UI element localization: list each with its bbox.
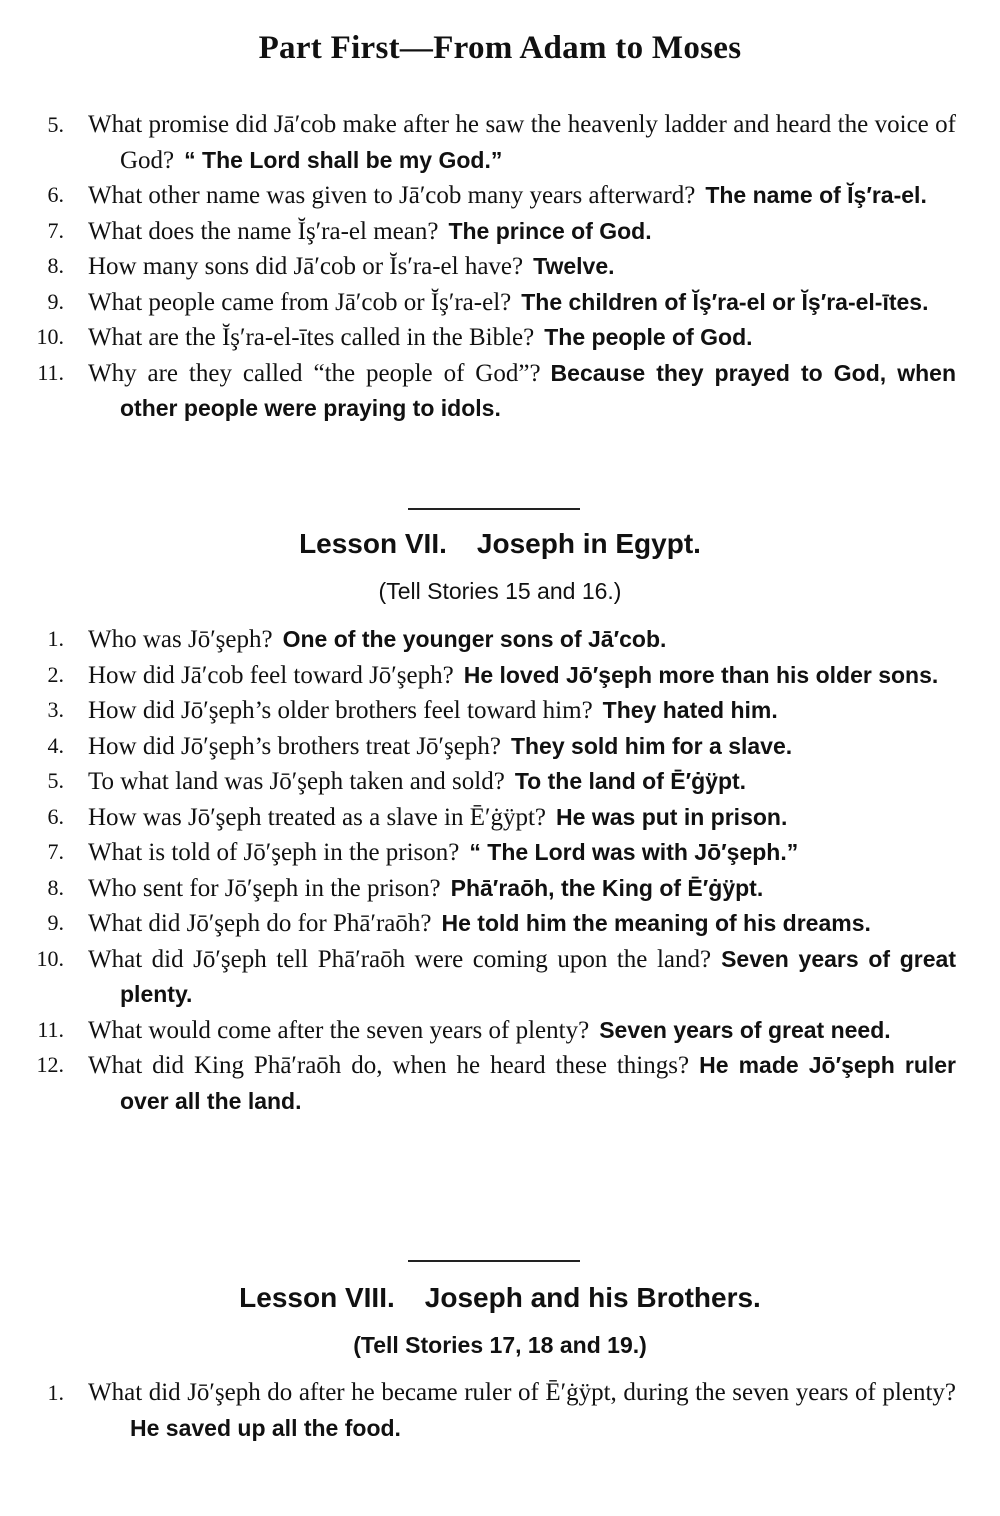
question-number: 7. xyxy=(47,839,64,864)
question-text: What did Jō′şeph do after he became ruler of Ē′ġÿpt, during the seven years of plenty? xyxy=(88,1379,956,1406)
question-text: To what land was Jō′şeph taken and sold? xyxy=(88,768,505,795)
section-divider xyxy=(408,1260,580,1262)
qa-item xyxy=(0,729,1000,765)
qa-item xyxy=(0,1048,1000,1119)
question-number: 6. xyxy=(47,182,64,207)
question-number: 10. xyxy=(36,324,64,349)
answer-text: To the land of Ē′ġÿpt. xyxy=(514,768,747,794)
question-text: How did Jō′şeph’s older brothers feel toward him? xyxy=(88,697,593,724)
answer-text: He made Jō′şeph ruler over all the land. xyxy=(120,1052,957,1114)
answer-text: Seven years of great need. xyxy=(599,1016,891,1043)
question-text: How did Jō′şeph’s brothers treat Jō′şeph? xyxy=(88,732,501,760)
question-number: 1. xyxy=(47,1380,64,1405)
question-number: 8. xyxy=(47,874,64,900)
qa-item xyxy=(0,906,1000,942)
qa-item xyxy=(0,178,1000,214)
question-number: 7. xyxy=(47,217,64,243)
question-text: What did Jō′şeph do for Phā′raōh? xyxy=(88,910,432,937)
question-number: 9. xyxy=(47,910,64,935)
question-text: What are the Ĭş′ra-el-ītes called in the Bible? xyxy=(88,324,535,351)
question-number: 6. xyxy=(47,803,64,829)
qa-item xyxy=(0,285,1000,321)
answer-text: The children of Ĭş′ra-el or Ĭş′ra-el-ītes. xyxy=(521,288,929,315)
answer-text: The name of Ĭş′ra-el. xyxy=(705,182,927,208)
qa-item xyxy=(0,356,1000,427)
answer-text: They hated him. xyxy=(602,697,778,723)
question-text: What does the name Ĭş′ra-el mean? xyxy=(88,217,439,245)
qa-item xyxy=(0,764,1000,800)
running-head: Part First—From Adam to Moses xyxy=(258,30,742,66)
answer-text: He saved up all the food. xyxy=(130,1414,401,1441)
question-number: 5. xyxy=(47,768,64,793)
question-text: How was Jō′şeph treated as a slave in Ē′ġÿpt? xyxy=(88,803,547,831)
question-number: 1. xyxy=(47,626,64,651)
qa-item xyxy=(0,942,1000,1013)
qa-item xyxy=(0,622,1000,658)
qa-item xyxy=(0,658,1000,694)
section-continued xyxy=(0,108,1000,427)
question-text: How many sons did Jā′cob or Ĭs′ra-el have? xyxy=(88,253,524,280)
qa-item xyxy=(0,1013,1000,1049)
qa-item xyxy=(0,835,1000,871)
question-number: 10. xyxy=(36,945,64,971)
question-text: What other name was given to Jā′cob many years afterward? xyxy=(88,182,696,209)
lesson-name: Joseph in Egypt. xyxy=(476,528,701,559)
answer-text: Twelve. xyxy=(533,253,615,279)
question-number: 8. xyxy=(47,253,64,278)
answer-text: He was put in prison. xyxy=(556,803,788,830)
section-divider xyxy=(408,508,580,510)
qa-item xyxy=(0,800,1000,836)
lesson-name: Joseph and his Brothers. xyxy=(424,1282,761,1313)
qa-item xyxy=(0,871,1000,907)
question-text: What did Jō′şeph tell Phā′raōh were coming upon the land? xyxy=(88,945,712,973)
lesson-number: Lesson VII. xyxy=(299,528,447,559)
question-text: What would come after the seven years of plenty? xyxy=(88,1016,590,1044)
question-number: 12. xyxy=(36,1052,64,1077)
qa-item xyxy=(0,214,1000,250)
section-lesson-7 xyxy=(0,622,1000,1119)
answer-text: He told him the meaning of his dreams. xyxy=(441,910,871,936)
qa-item xyxy=(0,693,1000,729)
question-text: How did Jā′cob feel toward Jō′şeph? xyxy=(88,661,454,689)
answer-text: They sold him for a slave. xyxy=(510,732,793,759)
section-lesson-8 xyxy=(0,1376,1000,1446)
question-text: What promise did Jā′cob make after he saw the heavenly ladder and heard the voice of God? xyxy=(88,111,956,174)
question-number: 11. xyxy=(37,359,64,385)
qa-list-lesson-8 xyxy=(0,1376,1000,1446)
qa-list-lesson-7 xyxy=(0,622,1000,1119)
lesson-title xyxy=(0,528,1000,560)
question-number: 5. xyxy=(47,112,64,137)
question-text: What is told of Jō′şeph in the prison? xyxy=(88,839,460,866)
qa-item xyxy=(0,320,1000,356)
lesson-subtitle: (Tell Stories 15 and 16.) xyxy=(378,578,622,604)
qa-list-continued xyxy=(0,108,1000,427)
answer-text: He loved Jō′şeph more than his older sons. xyxy=(463,661,939,688)
answer-text: Phā′raōh, the King of Ē′ġÿpt. xyxy=(450,874,764,901)
question-number: 4. xyxy=(47,732,64,758)
qa-item xyxy=(0,108,1000,178)
lesson-subtitle: (Tell Stories 17, 18 and 19.) xyxy=(353,1332,647,1358)
question-number: 2. xyxy=(47,661,64,687)
answer-text: One of the younger sons of Jā′cob. xyxy=(282,626,667,652)
question-text: Why are they called “the people of God”? xyxy=(88,359,541,387)
answer-text: Because they prayed to God, when other people were praying to idols. xyxy=(120,359,956,421)
answer-text: The people of God. xyxy=(544,324,753,350)
question-number: 9. xyxy=(47,288,64,314)
question-text: Who sent for Jō′şeph in the prison? xyxy=(88,874,441,902)
question-text: Who was Jō′şeph? xyxy=(88,626,273,653)
answer-text: “ The Lord was with Jō′şeph.” xyxy=(469,839,799,865)
qa-item xyxy=(0,1376,1000,1446)
question-number: 11. xyxy=(37,1016,64,1042)
question-text: What did King Phā′raōh do, when he heard these things? xyxy=(88,1052,690,1079)
answer-text: “ The Lord shall be my God.” xyxy=(184,146,503,173)
answer-text: The prince of God. xyxy=(448,217,652,244)
lesson-title xyxy=(0,1282,1000,1314)
question-text: What people came from Jā′cob or Ĭş′ra-el? xyxy=(88,288,512,316)
question-number: 3. xyxy=(47,697,64,722)
qa-item xyxy=(0,249,1000,285)
lesson-number: Lesson VIII. xyxy=(239,1282,395,1313)
answer-text: Seven years of great plenty. xyxy=(120,945,956,1007)
